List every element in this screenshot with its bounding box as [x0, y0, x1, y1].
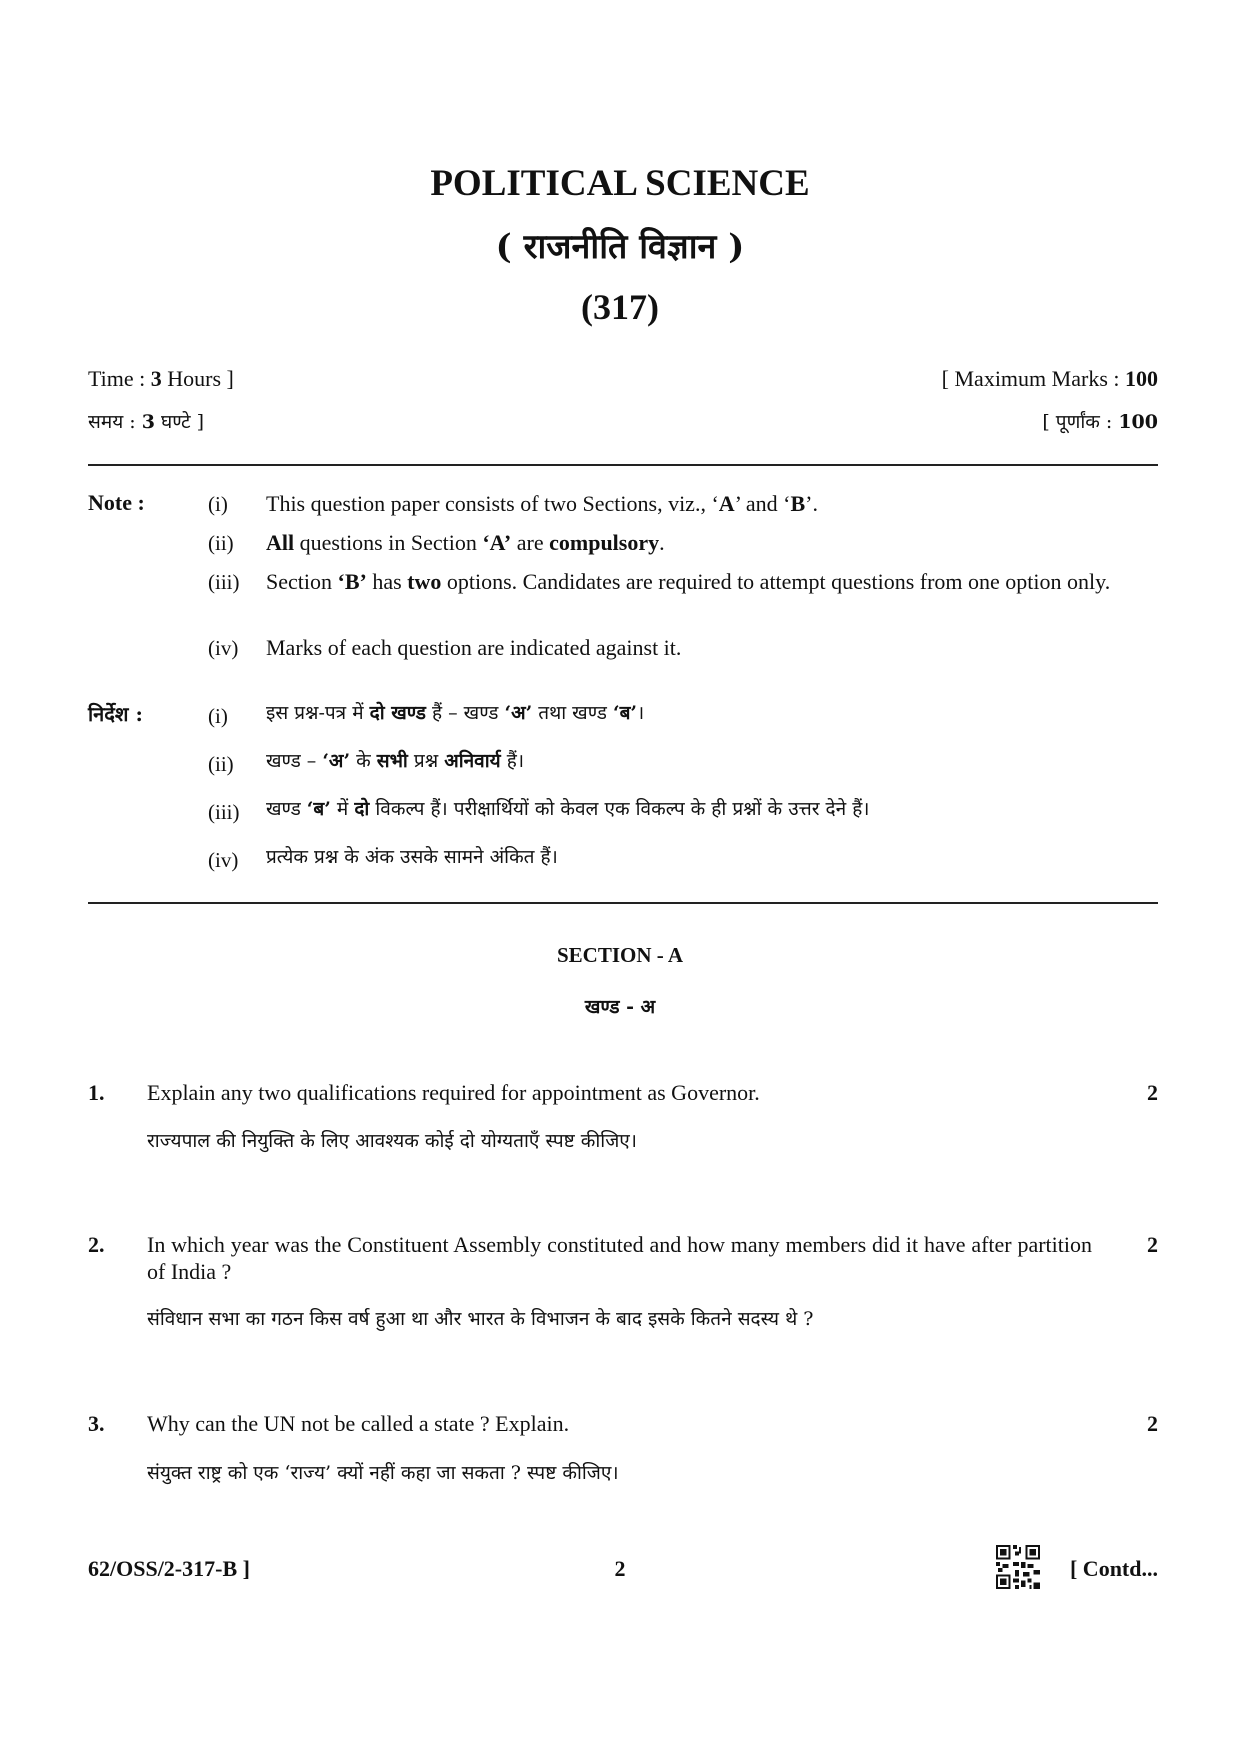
question-text-hindi: राज्यपाल की नियुक्ति के लिए आवश्यक कोई दो योग्यताएँ स्पष्ट कीजिए।: [147, 1130, 638, 1152]
section-title-hindi: खण्ड - अ: [584, 996, 656, 1018]
time-en: [88, 366, 234, 392]
question-text: In which year was the Constituent Assembly constituted and how many members did it have after partition of India ?: [147, 1232, 1092, 1284]
time-value: 3: [150, 366, 162, 391]
note-text: Section ‘B’ has two options. Candidates are required to attempt questions from one option only.: [266, 569, 1111, 594]
question-marks: 2: [1147, 1411, 1158, 1436]
marks-value: 100: [1125, 366, 1158, 391]
marks-hi: [1042, 408, 1158, 434]
section-title: SECTION - A: [556, 943, 684, 967]
note-text: This question paper consists of two Sections, viz., ‘A’ and ‘B’.: [266, 491, 818, 516]
note-text-hindi: प्रत्येक प्रश्न के अंक उसके सामने अंकित हैं।: [266, 846, 558, 868]
note-num: (ii): [208, 531, 234, 555]
note-num-hindi: (iv): [208, 848, 239, 872]
marks-label: [ Maximum Marks :: [941, 366, 1120, 391]
paper-code: 62/OSS/2-317-B ]: [88, 1556, 250, 1581]
question-marks: 2: [1147, 1080, 1158, 1105]
question-text: Explain any two qualifications required for appointment as Governor.: [147, 1080, 760, 1105]
note-text: All questions in Section ‘A’ are compulsory.: [266, 530, 665, 555]
marks-value-hindi: 100: [1118, 411, 1158, 433]
page-number: 2: [614, 1556, 626, 1581]
note-label: Note :: [88, 490, 145, 515]
page-title: POLITICAL SCIENCE: [430, 163, 810, 204]
question-number: 3.: [88, 1411, 105, 1436]
note-text-hindi: खण्ड ‘ब’ में दो विकल्प हैं। परीक्षार्थियों को केवल एक विकल्प के ही प्रश्नों के उत्तर देने हैं।: [266, 798, 870, 820]
question-number: 2.: [88, 1232, 105, 1257]
time-unit: Hours ]: [167, 366, 234, 391]
time-hi: [88, 408, 204, 434]
note-num-hindi: (i): [208, 704, 228, 728]
page-title-hindi: ( राजनीति विज्ञान ): [495, 227, 745, 267]
subject-code: (317): [581, 287, 659, 327]
time-label-hindi: समय :: [88, 411, 136, 433]
note-text-hindi: खण्ड – ‘अ’ के सभी प्रश्न अनिवार्य हैं।: [266, 750, 525, 772]
continued-label: [ Contd...: [1069, 1556, 1158, 1581]
question-text: Why can the UN not be called a state ? Explain.: [147, 1411, 570, 1436]
divider: [88, 464, 1158, 466]
note-text-hindi: इस प्रश्न-पत्र में दो खण्ड हैं – खण्ड ‘अ’ तथा खण्ड ‘ब’।: [266, 702, 645, 724]
divider: [88, 902, 1158, 904]
note-num: (iii): [208, 570, 240, 594]
note-num: (iv): [208, 636, 239, 660]
note-num-hindi: (iii): [208, 800, 240, 824]
question-text-hindi: संविधान सभा का गठन किस वर्ष हुआ था और भारत के विभाजन के बाद इसके कितने सदस्य थे ?: [147, 1308, 814, 1330]
note-label-hindi: निर्देश :: [88, 702, 143, 726]
note-text: Marks of each question are indicated against it.: [266, 635, 682, 660]
question-marks: 2: [1147, 1232, 1158, 1257]
note-num: (i): [208, 492, 228, 516]
note-num-hindi: (ii): [208, 752, 234, 776]
time-unit-hindi: घण्टे ]: [161, 411, 205, 433]
question-text-hindi: संयुक्त राष्ट्र को एक ‘राज्य’ क्यों नहीं कहा जा सकता ? स्पष्ट कीजिए।: [147, 1462, 619, 1484]
qr-code-icon: [996, 1545, 1040, 1589]
time-value-hindi: 3: [141, 411, 155, 433]
time-label: Time :: [88, 366, 146, 391]
question-number: 1.: [88, 1080, 105, 1105]
marks-en: [942, 366, 1158, 392]
marks-label-hindi: [ पूर्णांक :: [1042, 411, 1113, 433]
